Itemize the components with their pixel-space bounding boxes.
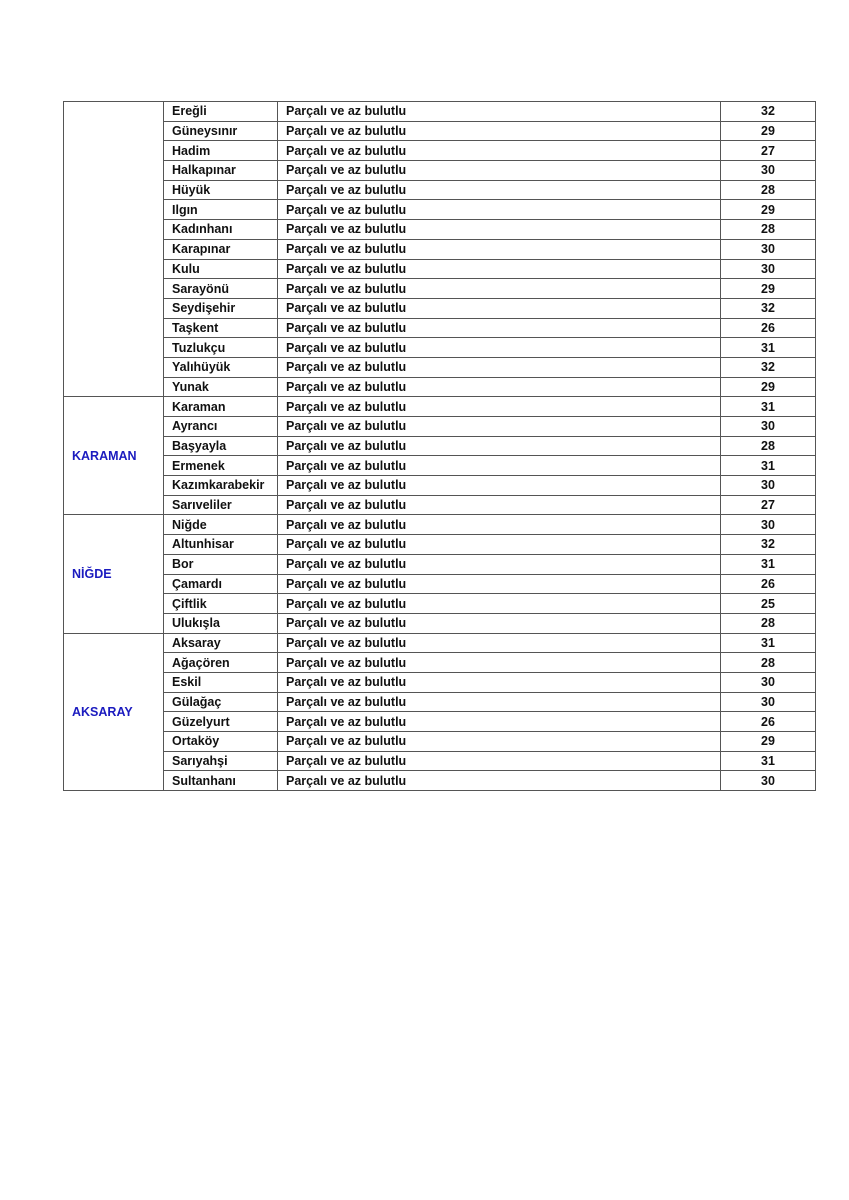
province-name-cell: KARAMAN [64, 397, 164, 515]
weather-condition-cell: Parçalı ve az bulutlu [278, 161, 721, 181]
table-row [64, 554, 816, 574]
district-name-cell: Çiftlik [164, 594, 278, 614]
table-row [64, 121, 816, 141]
max-temperature-cell: 32 [721, 102, 816, 122]
district-name-cell: Ayrancı [164, 417, 278, 437]
max-temperature-cell: 31 [721, 633, 816, 653]
district-name-cell: Eskil [164, 672, 278, 692]
weather-condition-cell: Parçalı ve az bulutlu [278, 594, 721, 614]
weather-condition-cell: Parçalı ve az bulutlu [278, 357, 721, 377]
district-name-cell: Gülağaç [164, 692, 278, 712]
weather-condition-cell: Parçalı ve az bulutlu [278, 771, 721, 791]
max-temperature-cell: 29 [721, 200, 816, 220]
district-name-cell: Hadim [164, 141, 278, 161]
district-name-cell: Ortaköy [164, 732, 278, 752]
district-name-cell: Kulu [164, 259, 278, 279]
weather-condition-cell: Parçalı ve az bulutlu [278, 220, 721, 240]
weather-condition-cell: Parçalı ve az bulutlu [278, 121, 721, 141]
table-row [64, 436, 816, 456]
max-temperature-cell: 28 [721, 653, 816, 673]
province-name-cell: NİĞDE [64, 515, 164, 633]
district-name-cell: Güzelyurt [164, 712, 278, 732]
district-name-cell: Ereğli [164, 102, 278, 122]
table-row [64, 653, 816, 673]
weather-condition-cell: Parçalı ve az bulutlu [278, 535, 721, 555]
max-temperature-cell: 28 [721, 613, 816, 633]
max-temperature-cell: 29 [721, 377, 816, 397]
table-row [64, 712, 816, 732]
district-name-cell: Sarıyahşi [164, 751, 278, 771]
max-temperature-cell: 30 [721, 161, 816, 181]
district-name-cell: Tuzlukçu [164, 338, 278, 358]
weather-condition-cell: Parçalı ve az bulutlu [278, 732, 721, 752]
table-row [64, 279, 816, 299]
weather-condition-cell: Parçalı ve az bulutlu [278, 692, 721, 712]
table-row [64, 672, 816, 692]
table-row [64, 535, 816, 555]
weather-condition-cell: Parçalı ve az bulutlu [278, 239, 721, 259]
district-name-cell: Ilgın [164, 200, 278, 220]
district-name-cell: Kadınhanı [164, 220, 278, 240]
max-temperature-cell: 27 [721, 141, 816, 161]
table-row [64, 771, 816, 791]
weather-condition-cell: Parçalı ve az bulutlu [278, 653, 721, 673]
table-row [64, 259, 816, 279]
max-temperature-cell: 26 [721, 574, 816, 594]
max-temperature-cell: 30 [721, 515, 816, 535]
max-temperature-cell: 31 [721, 338, 816, 358]
district-name-cell: Yalıhüyük [164, 357, 278, 377]
table-row [64, 732, 816, 752]
weather-condition-cell: Parçalı ve az bulutlu [278, 180, 721, 200]
table-row [64, 102, 816, 122]
table-row [64, 613, 816, 633]
weather-condition-cell: Parçalı ve az bulutlu [278, 200, 721, 220]
district-name-cell: Seydişehir [164, 298, 278, 318]
district-name-cell: Karapınar [164, 239, 278, 259]
weather-condition-cell: Parçalı ve az bulutlu [278, 633, 721, 653]
max-temperature-cell: 30 [721, 476, 816, 496]
weather-condition-cell: Parçalı ve az bulutlu [278, 259, 721, 279]
district-name-cell: Karaman [164, 397, 278, 417]
table-row [64, 318, 816, 338]
weather-condition-cell: Parçalı ve az bulutlu [278, 554, 721, 574]
table-row [64, 692, 816, 712]
weather-condition-cell: Parçalı ve az bulutlu [278, 417, 721, 437]
district-name-cell: Sarayönü [164, 279, 278, 299]
forecast-table-body [64, 102, 816, 791]
table-row [64, 397, 816, 417]
weather-condition-cell: Parçalı ve az bulutlu [278, 318, 721, 338]
max-temperature-cell: 32 [721, 298, 816, 318]
max-temperature-cell: 31 [721, 397, 816, 417]
table-row [64, 180, 816, 200]
max-temperature-cell: 32 [721, 535, 816, 555]
table-row [64, 298, 816, 318]
district-name-cell: Aksaray [164, 633, 278, 653]
max-temperature-cell: 30 [721, 417, 816, 437]
max-temperature-cell: 29 [721, 121, 816, 141]
district-name-cell: Halkapınar [164, 161, 278, 181]
max-temperature-cell: 28 [721, 436, 816, 456]
table-row [64, 633, 816, 653]
table-row [64, 515, 816, 535]
max-temperature-cell: 30 [721, 259, 816, 279]
table-row [64, 456, 816, 476]
district-name-cell: Ermenek [164, 456, 278, 476]
province-name-cell: AKSARAY [64, 633, 164, 791]
table-row [64, 239, 816, 259]
district-name-cell: Sarıveliler [164, 495, 278, 515]
weather-condition-cell: Parçalı ve az bulutlu [278, 574, 721, 594]
district-name-cell: Güneysınır [164, 121, 278, 141]
table-row [64, 574, 816, 594]
max-temperature-cell: 31 [721, 456, 816, 476]
max-temperature-cell: 30 [721, 239, 816, 259]
district-name-cell: Altunhisar [164, 535, 278, 555]
table-row [64, 377, 816, 397]
table-row [64, 200, 816, 220]
table-row [64, 161, 816, 181]
province-name-cell [64, 102, 164, 397]
table-row [64, 495, 816, 515]
district-name-cell: Kazımkarabekir [164, 476, 278, 496]
weather-condition-cell: Parçalı ve az bulutlu [278, 298, 721, 318]
table-row [64, 594, 816, 614]
max-temperature-cell: 25 [721, 594, 816, 614]
weather-condition-cell: Parçalı ve az bulutlu [278, 495, 721, 515]
district-name-cell: Bor [164, 554, 278, 574]
max-temperature-cell: 27 [721, 495, 816, 515]
weather-condition-cell: Parçalı ve az bulutlu [278, 377, 721, 397]
weather-condition-cell: Parçalı ve az bulutlu [278, 456, 721, 476]
district-name-cell: Hüyük [164, 180, 278, 200]
district-name-cell: Çamardı [164, 574, 278, 594]
table-row [64, 141, 816, 161]
max-temperature-cell: 30 [721, 672, 816, 692]
weather-condition-cell: Parçalı ve az bulutlu [278, 515, 721, 535]
table-row [64, 476, 816, 496]
weather-condition-cell: Parçalı ve az bulutlu [278, 751, 721, 771]
weather-condition-cell: Parçalı ve az bulutlu [278, 141, 721, 161]
table-row [64, 338, 816, 358]
weather-condition-cell: Parçalı ve az bulutlu [278, 102, 721, 122]
weather-condition-cell: Parçalı ve az bulutlu [278, 397, 721, 417]
weather-condition-cell: Parçalı ve az bulutlu [278, 338, 721, 358]
district-name-cell: Ulukışla [164, 613, 278, 633]
district-name-cell: Taşkent [164, 318, 278, 338]
max-temperature-cell: 29 [721, 279, 816, 299]
weather-condition-cell: Parçalı ve az bulutlu [278, 712, 721, 732]
district-name-cell: Sultanhanı [164, 771, 278, 791]
max-temperature-cell: 30 [721, 771, 816, 791]
max-temperature-cell: 26 [721, 318, 816, 338]
weather-condition-cell: Parçalı ve az bulutlu [278, 672, 721, 692]
max-temperature-cell: 28 [721, 220, 816, 240]
district-name-cell: Ağaçören [164, 653, 278, 673]
weather-condition-cell: Parçalı ve az bulutlu [278, 279, 721, 299]
district-name-cell: Niğde [164, 515, 278, 535]
weather-condition-cell: Parçalı ve az bulutlu [278, 436, 721, 456]
max-temperature-cell: 26 [721, 712, 816, 732]
weather-condition-cell: Parçalı ve az bulutlu [278, 476, 721, 496]
table-row [64, 417, 816, 437]
max-temperature-cell: 31 [721, 751, 816, 771]
max-temperature-cell: 30 [721, 692, 816, 712]
weather-forecast-table [63, 101, 816, 791]
max-temperature-cell: 29 [721, 732, 816, 752]
weather-condition-cell: Parçalı ve az bulutlu [278, 613, 721, 633]
district-name-cell: Başyayla [164, 436, 278, 456]
table-row [64, 357, 816, 377]
district-name-cell: Yunak [164, 377, 278, 397]
table-row [64, 220, 816, 240]
max-temperature-cell: 28 [721, 180, 816, 200]
max-temperature-cell: 31 [721, 554, 816, 574]
table-row [64, 751, 816, 771]
max-temperature-cell: 32 [721, 357, 816, 377]
